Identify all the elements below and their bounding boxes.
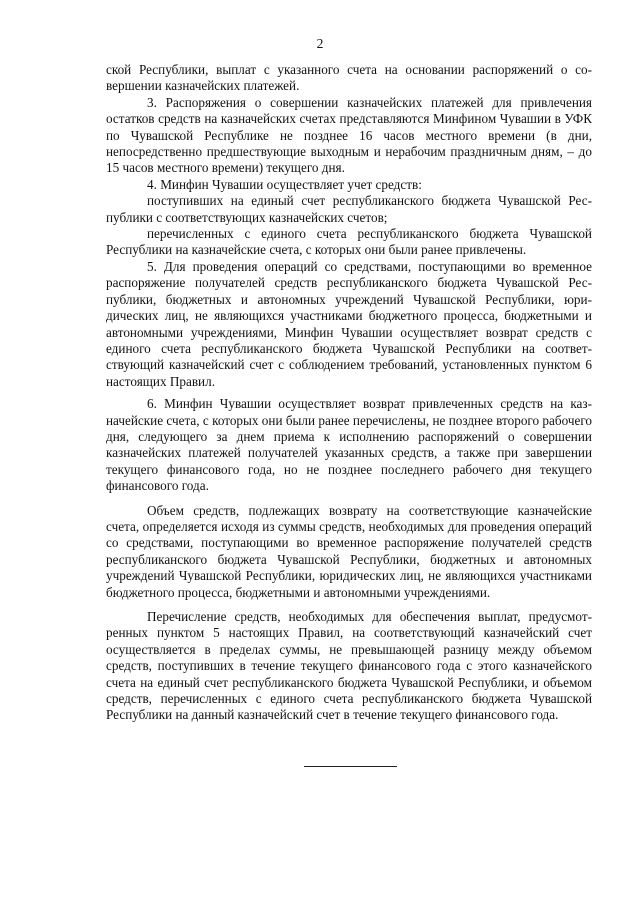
paragraph-refund-volume: Объем средств, подлежащих возврату на соответствующие казначейские счета, определяется исходя из суммы средств, необходимых для проведения операций со средствами, поступающими во временное распоряжение получателей средств республиканского бюджета Чувашской Республики, бюджетных и автономных учреждений Чувашской Республики, юридических лиц, не являющихся участниками бюджетного процесса, бюджетными и автономными учреждениями. [106, 502, 592, 600]
paragraph-item-6: 6. Минфин Чувашии осуществляет возврат привлеченных средств на казначейские счета, с которых они были ранее перечислены, не позднее второго рабочего дня, следующего за днем приема к исполнению распоряжений о совершении казначейских платежей получателей указанных средств, а также при завершении текущего финансового года, но не позднее последнего рабочего дня текущего финансового года. [106, 396, 592, 494]
paragraph-item-5: 5. Для проведения операций со средствами, поступающими во временное распоряжение получателей средств республиканского бюджета Чувашской Республики, бюджетных и автономных учреждений Чувашской Республики, юридических лиц, не являющихся участниками бюджетного процесса, бюджетными и автономными учреждениями, Минфин Чувашии осуществляет возврат средств с единого счета республиканского бюджета Чувашской Республики на соответствующий казначейский счет с соблюдением требований, установленных пунктом 6 настоящих Правил. [106, 258, 592, 389]
page-number: 2 [316, 36, 324, 51]
paragraph-item-4-sub-a: поступивших на единый счет республиканского бюджета Чувашской Республики с соответствующих казначейских счетов; [106, 193, 592, 225]
paragraph-continuation: ской Республики, выплат с указанного счета на основании распоряжений о совершении казначейских платежей. [106, 62, 592, 94]
paragraph-item-3: 3. Распоряжения о совершении казначейских платежей для привлечения остатков средств на казначейских счетах представляются Минфином Чувашии в УФК по Чувашской Республике не позднее 16 часов местного времени (в дни, непосредственно предшествующие выходным и нерабочим праздничным дням, – до 15 часов местного времени) текущего дня. [106, 94, 592, 176]
document-body [106, 62, 592, 724]
paragraph-transfer-limit: Перечисление средств, необходимых для обеспечения выплат, предусмотренных пунктом 5 настоящих Правил, на соответствующий казначейский счет осуществляется в пределах суммы, не превышающей разницу между объемом средств, поступивших в течение текущего финансового года с этого казначейского счета на единый счет республиканского бюджета Чувашской Республики, и объемом средств, перечисленных с единого счета республиканского бюджета Чувашской Республики на данный казначейский счет в течение текущего финансового года. [106, 609, 592, 723]
paragraph-item-4: 4. Минфин Чувашии осуществляет учет средств: [147, 176, 422, 192]
end-of-text-rule [304, 766, 397, 767]
paragraph-item-4-sub-b: перечисленных с единого счета республиканского бюджета Чувашской Республики на казначейские счета, с которых они были ранее привлечены. [106, 226, 592, 258]
